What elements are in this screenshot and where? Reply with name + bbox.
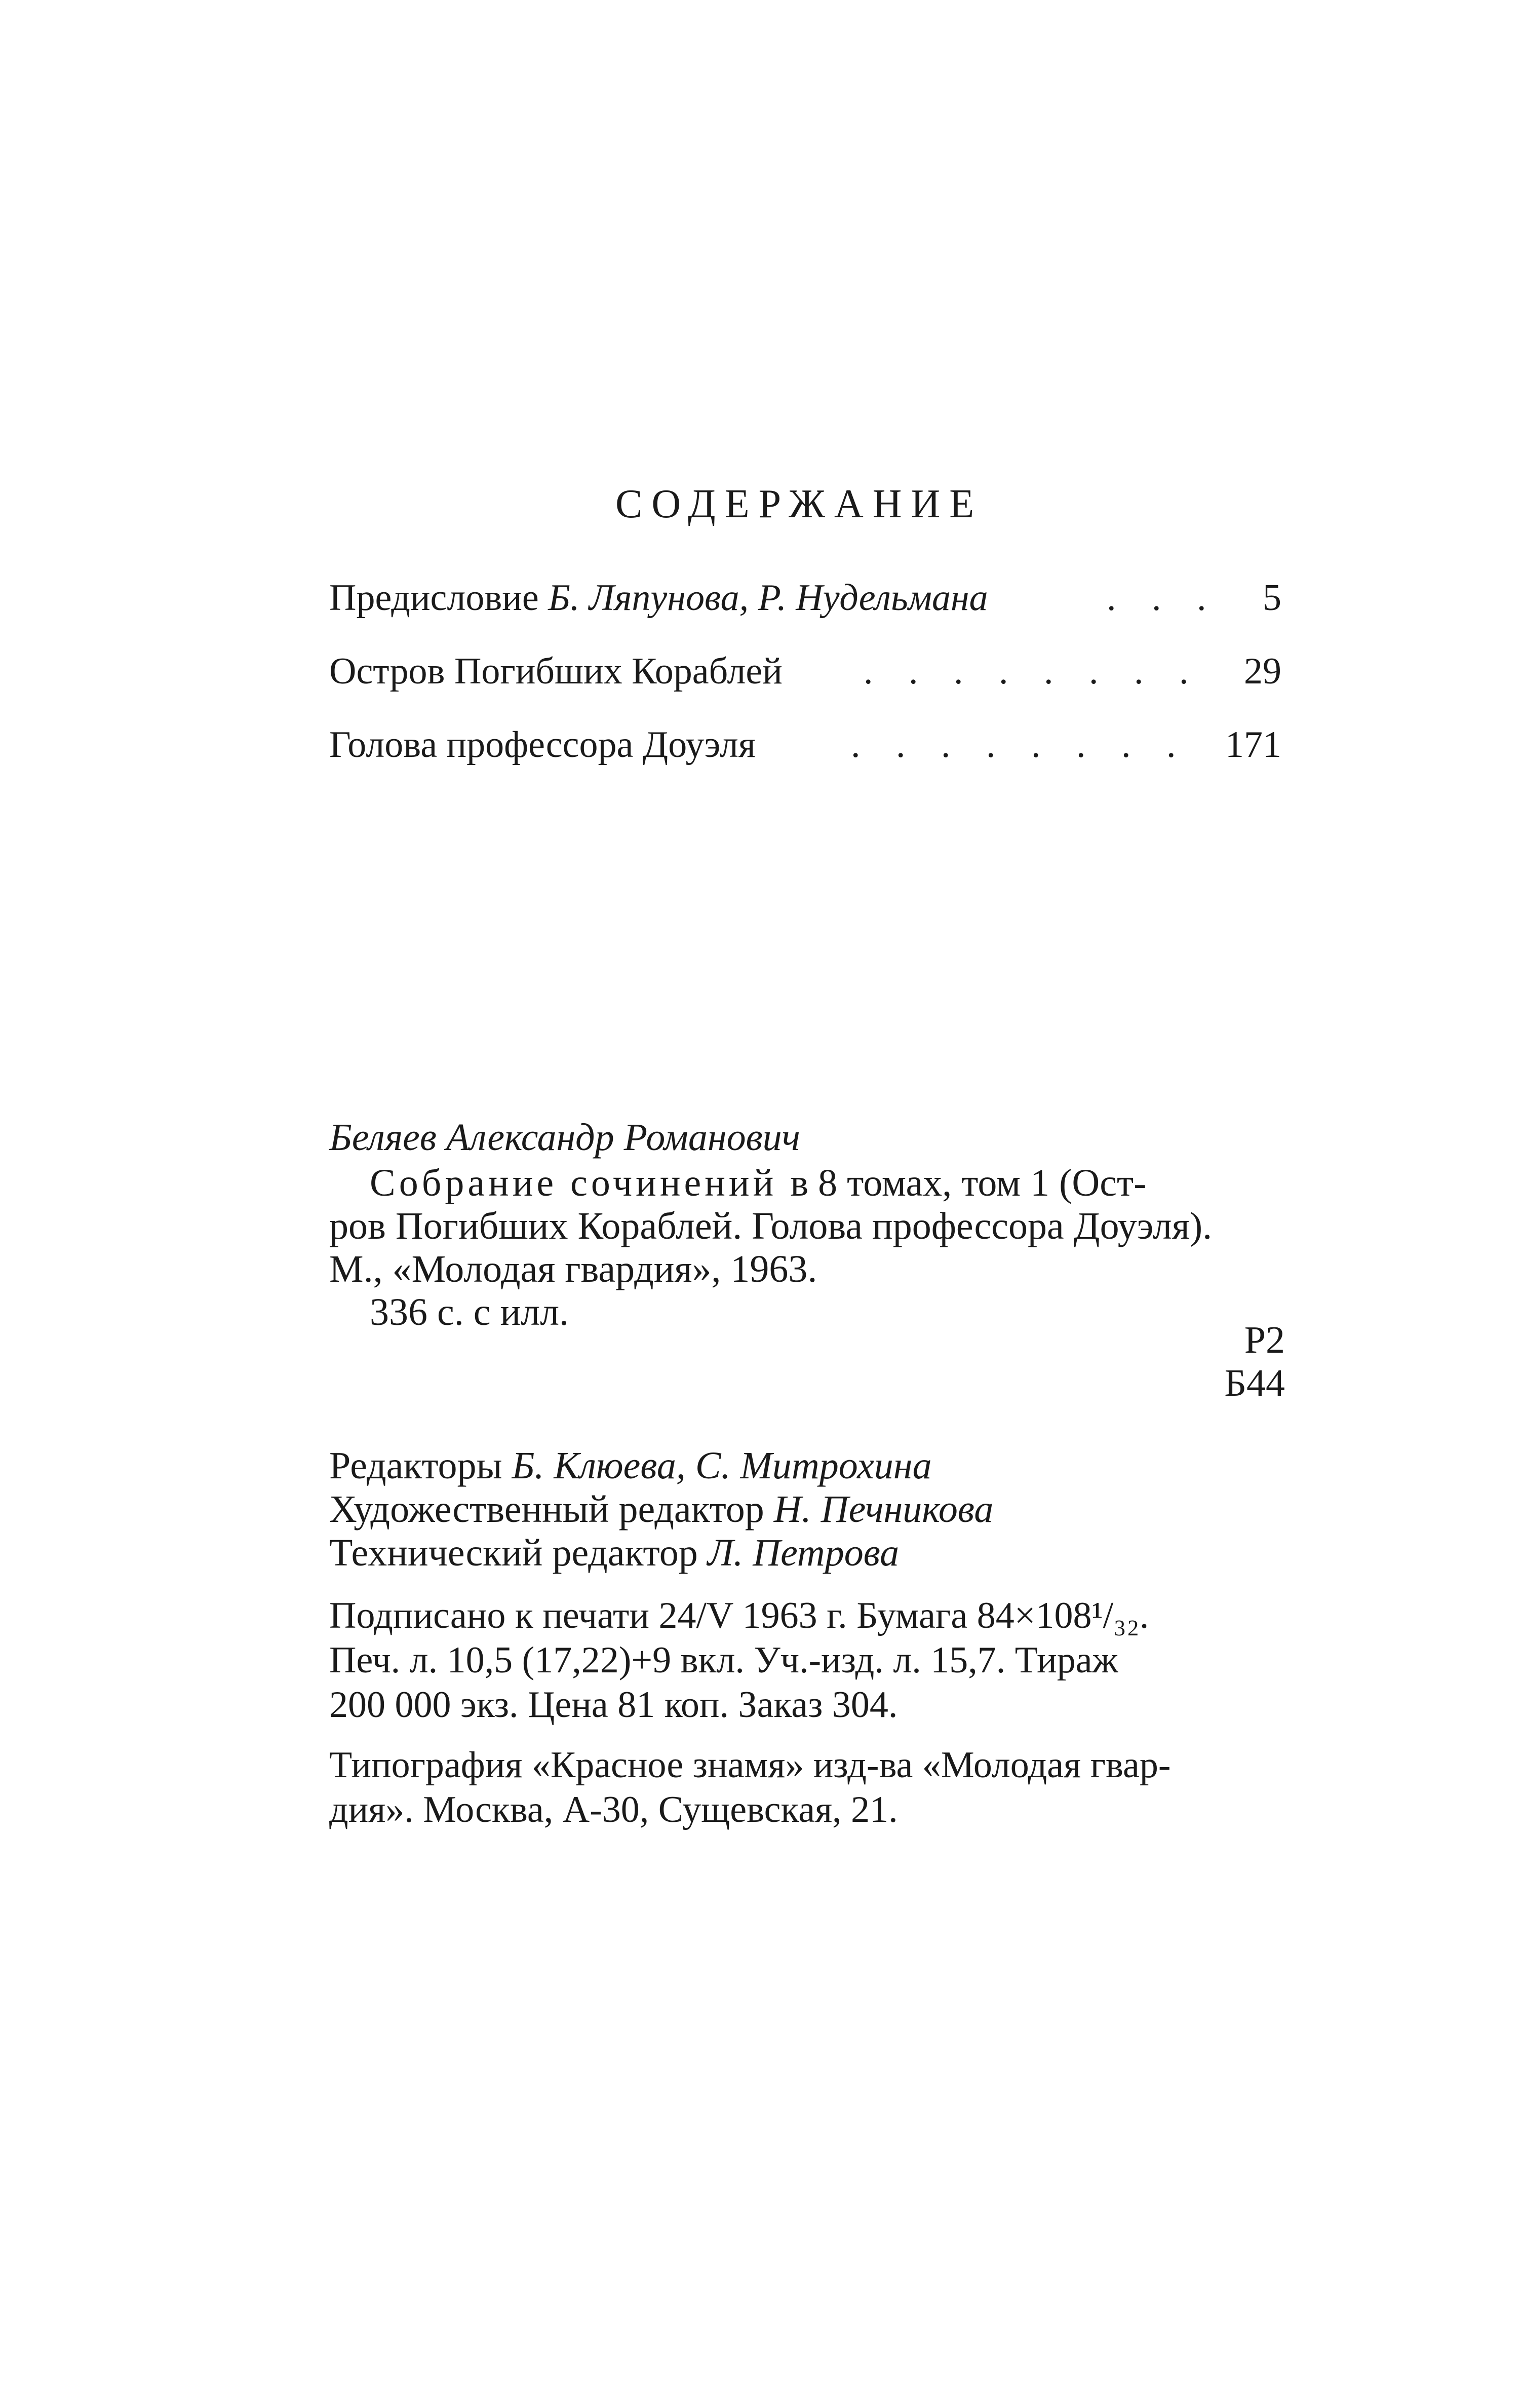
toc-entry-authors: Б. Ляпунова, Р. Нудельмана [548,577,988,619]
toc-entry-label: Голова профессора Доуэля [329,724,756,766]
classification-code: Р2 [1244,1319,1285,1361]
toc-page-number: 5 [1263,577,1281,619]
bib-title-line: Собрание сочинений в 8 томах, том 1 (Ост- [370,1162,1147,1204]
toc-entry-label: Предисловие Б. Ляпунова, Р. Нудельмана [329,577,988,619]
printing-house-line: дия». Москва, А-30, Сущевская, 21. [329,1789,898,1830]
bib-pages: 336 с. с илл. [370,1291,569,1333]
toc-entry-dowell [329,717,1281,773]
toc-entry-island [329,643,1281,699]
contents-title: СОДЕРЖАНИЕ [615,482,984,526]
imprint-line: 200 000 экз. Цена 81 коп. Заказ 304. [329,1684,898,1726]
credit-tech-editor: Технический редактор Л. Петрова [329,1532,900,1574]
toc-leader-dots: . . . . . . . . [851,724,1189,766]
toc-leader-dots: . . . . . . . . [864,651,1202,692]
bib-author: Беляев Александр Романович [329,1116,800,1159]
toc-entry-label: Остров Погибших Кораблей [329,651,783,692]
toc-entry-preface [329,570,1281,626]
bib-title-continued: ров Погибших Кораблей. Голова профессора Доуэля). [329,1205,1213,1247]
toc-leader-dots: . . . [1107,577,1220,619]
toc-page-number: 171 [1225,724,1281,766]
credit-art-editor: Художественный редактор Н. Печникова [329,1488,994,1531]
credit-editors: Редакторы Б. Клюева, С. Митрохина [329,1444,932,1487]
author-sign: Б44 [1224,1362,1285,1404]
imprint-line: Подписано к печати 24/V 1963 г. Бумага 84×108¹/₃₂. [329,1595,1149,1636]
imprint-line: Печ. л. 10,5 (17,22)+9 вкл. Уч.-изд. л. 15,7. Тираж [329,1639,1118,1681]
bib-publisher: М., «Молодая гвардия», 1963. [329,1248,817,1290]
toc-page-number: 29 [1244,651,1281,692]
printing-house-line: Типография «Красное знамя» изд-ва «Молодая гвар- [329,1744,1171,1786]
